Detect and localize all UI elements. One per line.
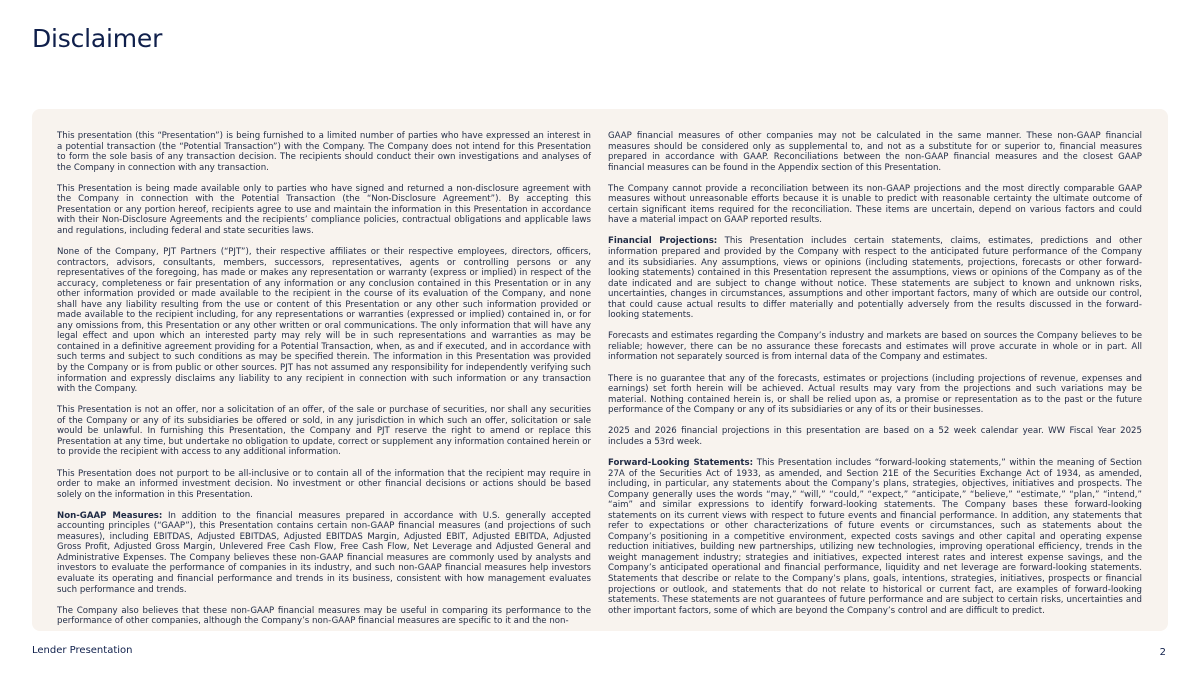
paragraph: GAAP financial measures of other companies may not be calculated in the same manner. These non-GAAP financial measures should be considered only as supplemental to, and not as a substitute for or superior to, financial measures prepared in accordance with GAAP. Reconciliations between the non-GAAP financial measures and the closest GAAP financial measures can be found in the Appendix section of this Presentation. (608, 131, 1142, 173)
paragraph: Forecasts and estimates regarding the Company’s industry and markets are based on sources the Company believes to be reliable; however, there can be no assurance these forecasts and estimates will prove accurate in whole or in part. All information not separately sourced is from internal data of the Company and estimates. (608, 331, 1142, 363)
paragraph: This Presentation does not purport to be all-inclusive or to contain all of the information that the recipient may require in order to make an informed investment decision. No investment or other financial decisions or actions should be based solely on the information in this Presentation. (57, 468, 591, 500)
paragraph: This Presentation is being made available only to parties who have signed and returned a non-disclosure agreement with the Company in connection with the Potential Transaction (the “Non-Disclosure Agreement”). By accepting this Presentation or any portion hereof, recipients agree to use and maintain the information in this Presentation in accordance with their Non-Disclosure Agreements and the recipients’ compliance policies, contractual obligations and applicable laws and regulations, including federal and state securities laws. (57, 183, 591, 236)
paragraph-non-gaap-measures: Non-GAAP Measures: In addition to the financial measures prepared in accordance with U.S. generally accepted accounting principles (“GAAP”), this Presentation contains certain non-GAAP financial measures (and projections of such measures), including EBITDAS, Adjusted EBITDAS, Adjusted EBITDAS Margin, Adjusted EBIT, Adjusted EBITDA, Adjusted Gross Profit, Adjusted Gross Margin, Unlevered Free Cash Flow, Free Cash Flow, Net Leverage and Adjusted General and Administrative Expenses. The Company believes these non-GAAP financial measures are commonly used by analysts and investors to evaluate the performance of companies in its industry, and such non-GAAP financial measures help investors evaluate its operating and financial performance and trends in its business, consistent with how management evaluates such performance and trends. (57, 510, 591, 595)
paragraph: This Presentation is not an offer, nor a solicitation of an offer, of the sale or purchase of securities, nor shall any securities of the Company or any of its subsidiaries be offered or sold, in any jurisdiction in which such an offer, solicitation or sale would be unlawful. In furnishing this Presentation, the Company and PJT reserve the right to amend or replace this Presentation at any time, but undertake no obligation to update, correct or supplement any information contained herein or to provide the recipient with access to any additional information. (57, 405, 591, 458)
paragraph: None of the Company, PJT Partners (“PJT”), their respective affiliates or their respective employees, directors, officers, contractors, advisors, consultants, members, successors, representatives, agents or controlling persons or any representatives of the foregoing, has made or makes any representation or warranty (express or implied) in respect of the accuracy, completeness or fair presentation of any information or any conclusion contained in this Presentation or in any other information provided or made available to the recipient in the course of its evaluation of the Company, and none shall have any liability resulting from the use or content of this Presentation or any other such information provided or made available to the recipient including, for any representations or warranties (expressed or implied) contained in, or for any omissions from, this Presentation or any other written or oral communications. The only information that will have any legal effect and upon which an interested party may rely will be in such representations and warranties as may be contained in a definitive agreement providing for a Potential Transaction, when, as and if executed, and in accordance with such terms and subject to such conditions as may be specified therein. The information in this Presentation was provided by the Company or is from public or other sources. PJT has not assumed any responsibility for independently verifying such information and expressly disclaims any liability to any recipient in connection with such information or any transaction with the Company. (57, 247, 591, 395)
paragraph: This presentation (this “Presentation”) is being furnished to a limited number of parties who have expressed an interest in a potential transaction (the “Potential Transaction”) with the Company. The Company does not intend for this Presentation to form the sole basis of any transaction decision. The recipients should conduct their own investigations and analyses of the Company in connection with any transaction. (57, 131, 591, 173)
paragraph: The Company cannot provide a reconciliation between its non-GAAP projections and the most directly comparable GAAP measures without unreasonable efforts because it is unable to predict with reasonable certainty the ultimate outcome of certain significant items required for the reconciliation. These items are uncertain, depend on various factors and could have a material impact on GAAP reported results. (608, 183, 1142, 226)
right-text-column (608, 131, 1142, 627)
page-number: 2 (1159, 647, 1166, 658)
disclaimer-panel (32, 109, 1168, 631)
left-text-column (57, 131, 591, 637)
footer-label: Lender Presentation (32, 645, 133, 656)
paragraph-financial-projections: Financial Projections: This Presentation includes certain statements, claims, estimates, predictions and other information prepared and provided by the Company with respect to the anticipated future performance of the Company and its subsidiaries. Any assumptions, views or opinions (including statements, projections, forecasts or other forward-looking statements) contained in this Presentation represent the assumptions, views or opinions of the Company as of the date indicated and are subject to change without notice. These statements are subject to known and unknown risks, uncertainties, changes in circumstances, assumptions and other important factors, many of which are outside our control, that could cause actual results to differ materially and potentially adversely from the results discussed in the forward-looking statements. (608, 236, 1142, 321)
page-title: Disclaimer (32, 24, 163, 53)
paragraph: 2025 and 2026 financial projections in this presentation are based on a 52 week calendar year. WW Fiscal Year 2025 includes a 53rd week. (608, 426, 1142, 447)
paragraph: There is no guarantee that any of the forecasts, estimates or projections (including projections of revenue, expenses and earnings) set forth herein will be achieved. Actual results may vary from the projections and such variations may be material. Nothing contained herein is, or shall be relied upon as, a promise or representation as to the past or the future performance of the Company or any of its subsidiaries or any of its or their businesses. (608, 373, 1142, 416)
paragraph-forward-looking-statements: Forward-Looking Statements: This Presentation includes “forward-looking statements,” within the meaning of Section 27A of the Securities Act of 1933, as amended, and Section 21E of the Securities Exchange Act of 1934, as amended, including, in particular, any statements about the Company’s plans, strategies, objectives, initiatives and prospects. The Company generally uses the words “may,” “will,” “could,” “expect,” “anticipate,” “believe,” “estimate,” “plan,” “intend,” “aim” and similar expressions to identify forward-looking statements. The Company bases these forward-looking statements on its current views with respect to future events and financial performance. In addition, any statements that refer to expectations or other characterizations of future events or circumstances, such as statements about the Company’s positioning in a competitive environment, expected costs savings and other capital and operating expense reduction initiatives, building new partnerships, utilizing new technologies, improving operational efficiency, trends in the weight management industry; strategies and initiatives, expected interest rates and interest expense savings, and the Company’s anticipated operational and financial performance, liquidity and net leverage are forward-looking statements. Statements that describe or relate to the Company’s plans, goals, intentions, strategies, initiatives, prospects or financial projections or outlook, and statements that do not relate to historical or current fact, are examples of forward-looking statements. These statements are not guarantees of future performance and are subject to certain risks, uncertainties and other important factors, some of which are beyond the Company’s control and are difficult to predict. (608, 457, 1142, 616)
paragraph: The Company also believes that these non-GAAP financial measures may be useful in comparing its performance to the performance of other companies, although the Company’s non-GAAP financial measures are specific to it and the non- (57, 605, 591, 627)
